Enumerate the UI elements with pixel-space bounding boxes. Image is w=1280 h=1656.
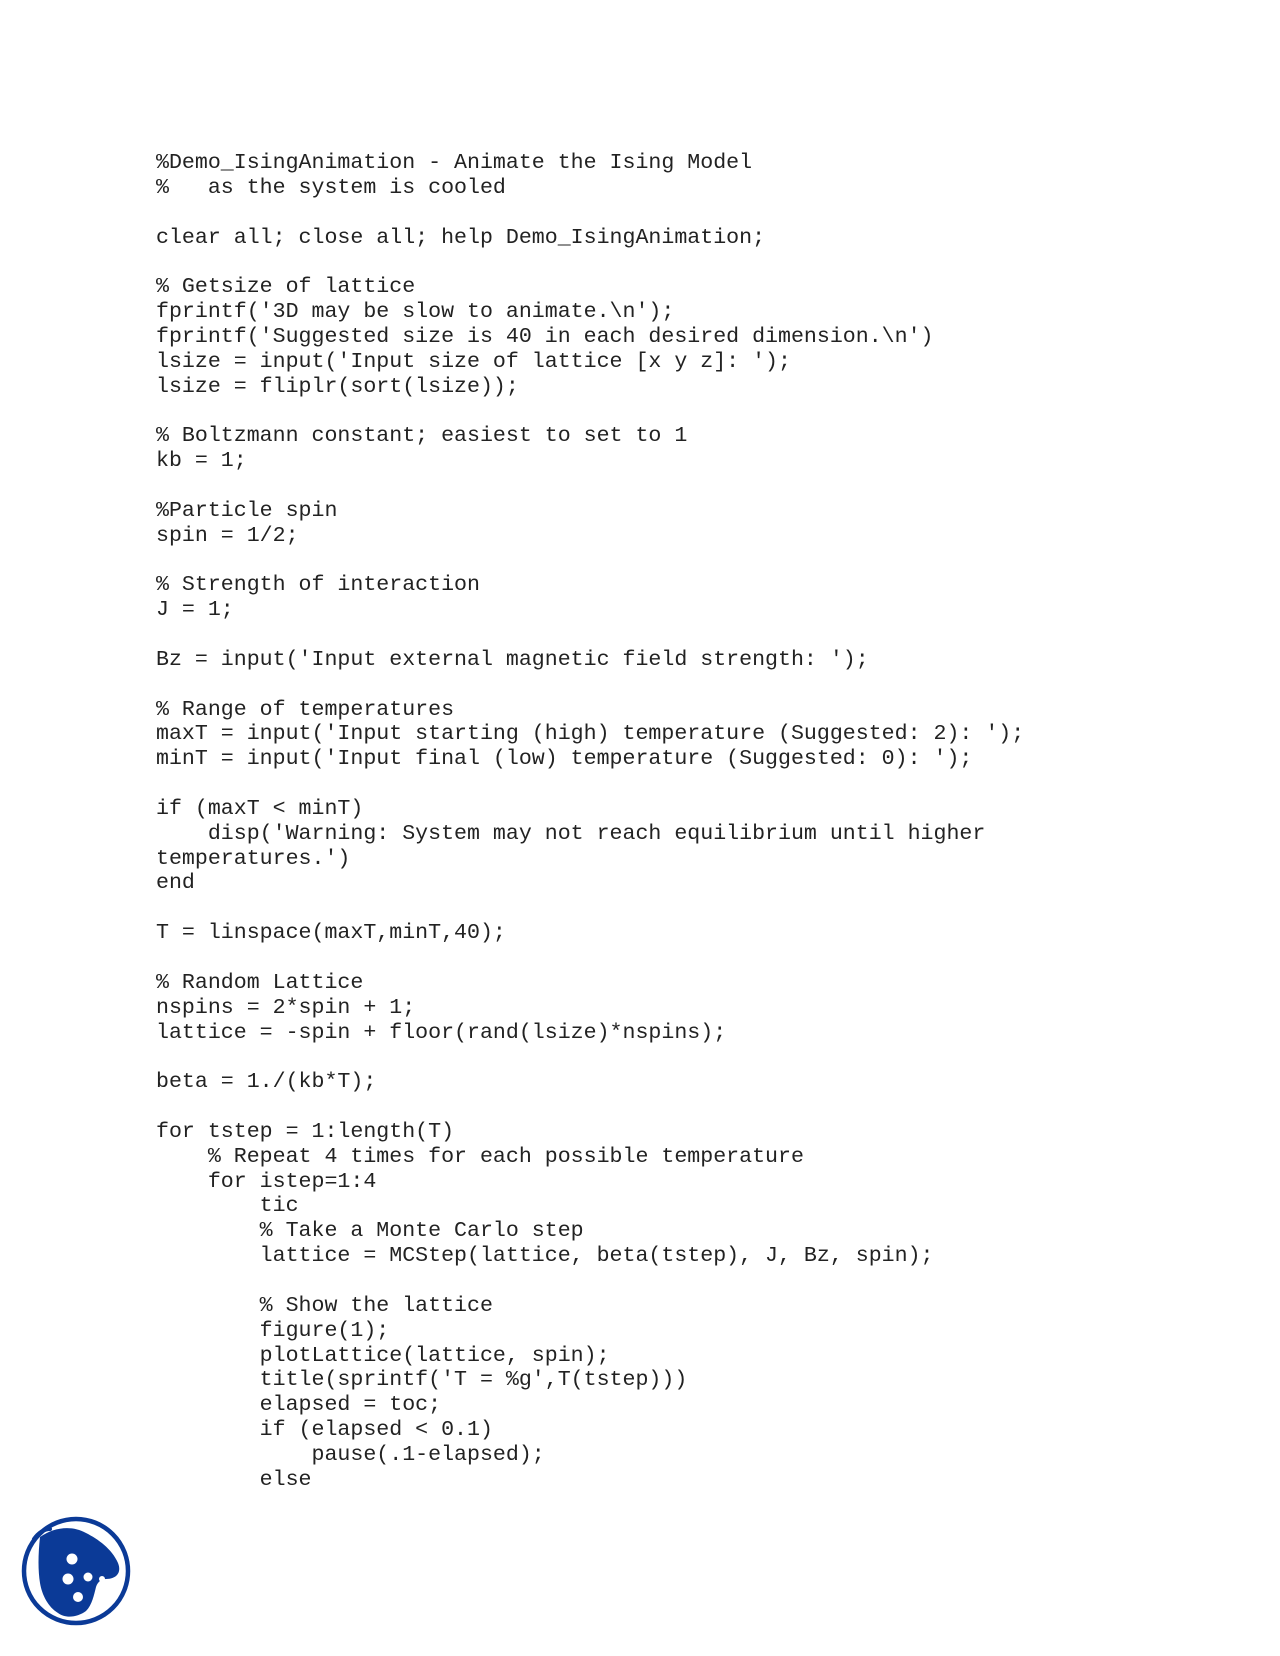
code-line: if (maxT < minT) — [156, 796, 364, 821]
code-line: fprintf('Suggested size is 40 in each desired dimension.\n') — [156, 324, 934, 349]
code-line: % Getsize of lattice — [156, 275, 416, 300]
code-line — [156, 946, 1024, 971]
code-line: %Particle spin — [156, 498, 338, 523]
code-line: % Range of temperatures — [156, 697, 455, 722]
code-line: title(sprintf('T = %g',T(tstep))) — [156, 1368, 688, 1393]
code-line: pause(.1-elapsed); — [156, 1442, 545, 1467]
code-line: for tstep = 1:length(T) — [156, 1119, 455, 1144]
code-line — [156, 623, 1024, 648]
code-line: lattice = -spin + floor(rand(lsize)*nspins); — [156, 1020, 727, 1045]
code-line — [156, 549, 1024, 574]
code-line: minT = input('Input final (low) temperature (Suggested: 0): '); — [156, 747, 973, 772]
code-line: clear all; close all; help Demo_IsingAnimation; — [156, 225, 766, 250]
code-line: for istep=1:4 — [156, 1169, 377, 1194]
code-line: kb = 1; — [156, 449, 247, 474]
code-line: % Show the lattice — [156, 1293, 493, 1318]
code-line: elapsed = toc; — [156, 1393, 442, 1418]
code-line: % Repeat 4 times for each possible temperature — [156, 1144, 804, 1169]
code-line: lattice = MCStep(lattice, beta(tstep), J, Bz, spin); — [156, 1244, 934, 1269]
code-line: nspins = 2*spin + 1; — [156, 995, 416, 1020]
code-line: Bz = input('Input external magnetic field strength: '); — [156, 647, 869, 672]
code-line: temperatures.') — [156, 846, 351, 871]
leaf-dots-logo-icon — [20, 1515, 132, 1627]
code-line — [156, 1095, 1024, 1120]
code-listing — [156, 151, 1024, 1493]
code-line: % Strength of interaction — [156, 573, 480, 598]
code-line — [156, 772, 1024, 797]
code-line: % Take a Monte Carlo step — [156, 1219, 584, 1244]
code-line: if (elapsed < 0.1) — [156, 1418, 493, 1443]
code-line: % as the system is cooled — [156, 175, 506, 200]
code-line — [156, 1269, 1024, 1294]
code-line — [156, 250, 1024, 275]
code-line: fprintf('3D may be slow to animate.\n'); — [156, 300, 675, 325]
code-line — [156, 201, 1024, 226]
code-line: lsize = fliplr(sort(lsize)); — [156, 374, 519, 399]
code-line: end — [156, 871, 195, 896]
code-line: disp('Warning: System may not reach equilibrium until higher — [156, 821, 986, 846]
code-line: beta = 1./(kb*T); — [156, 1070, 377, 1095]
code-line: spin = 1/2; — [156, 523, 299, 548]
code-line: J = 1; — [156, 598, 234, 623]
code-line: tic — [156, 1194, 299, 1219]
code-line: else — [156, 1467, 312, 1492]
code-line: % Boltzmann constant; easiest to set to 1 — [156, 424, 688, 449]
code-line: plotLattice(lattice, spin); — [156, 1343, 610, 1368]
code-line: T = linspace(maxT,minT,40); — [156, 921, 506, 946]
code-line — [156, 896, 1024, 921]
code-line: %Demo_IsingAnimation - Animate the Ising Model — [156, 151, 753, 175]
code-line: lsize = input('Input size of lattice [x y z]: '); — [156, 349, 791, 374]
code-line: figure(1); — [156, 1318, 390, 1343]
code-line — [156, 1045, 1024, 1070]
code-line: maxT = input('Input starting (high) temperature (Suggested: 2): '); — [156, 722, 1025, 747]
code-line — [156, 399, 1024, 424]
code-line — [156, 673, 1024, 698]
code-line — [156, 474, 1024, 499]
code-line: % Random Lattice — [156, 970, 364, 995]
